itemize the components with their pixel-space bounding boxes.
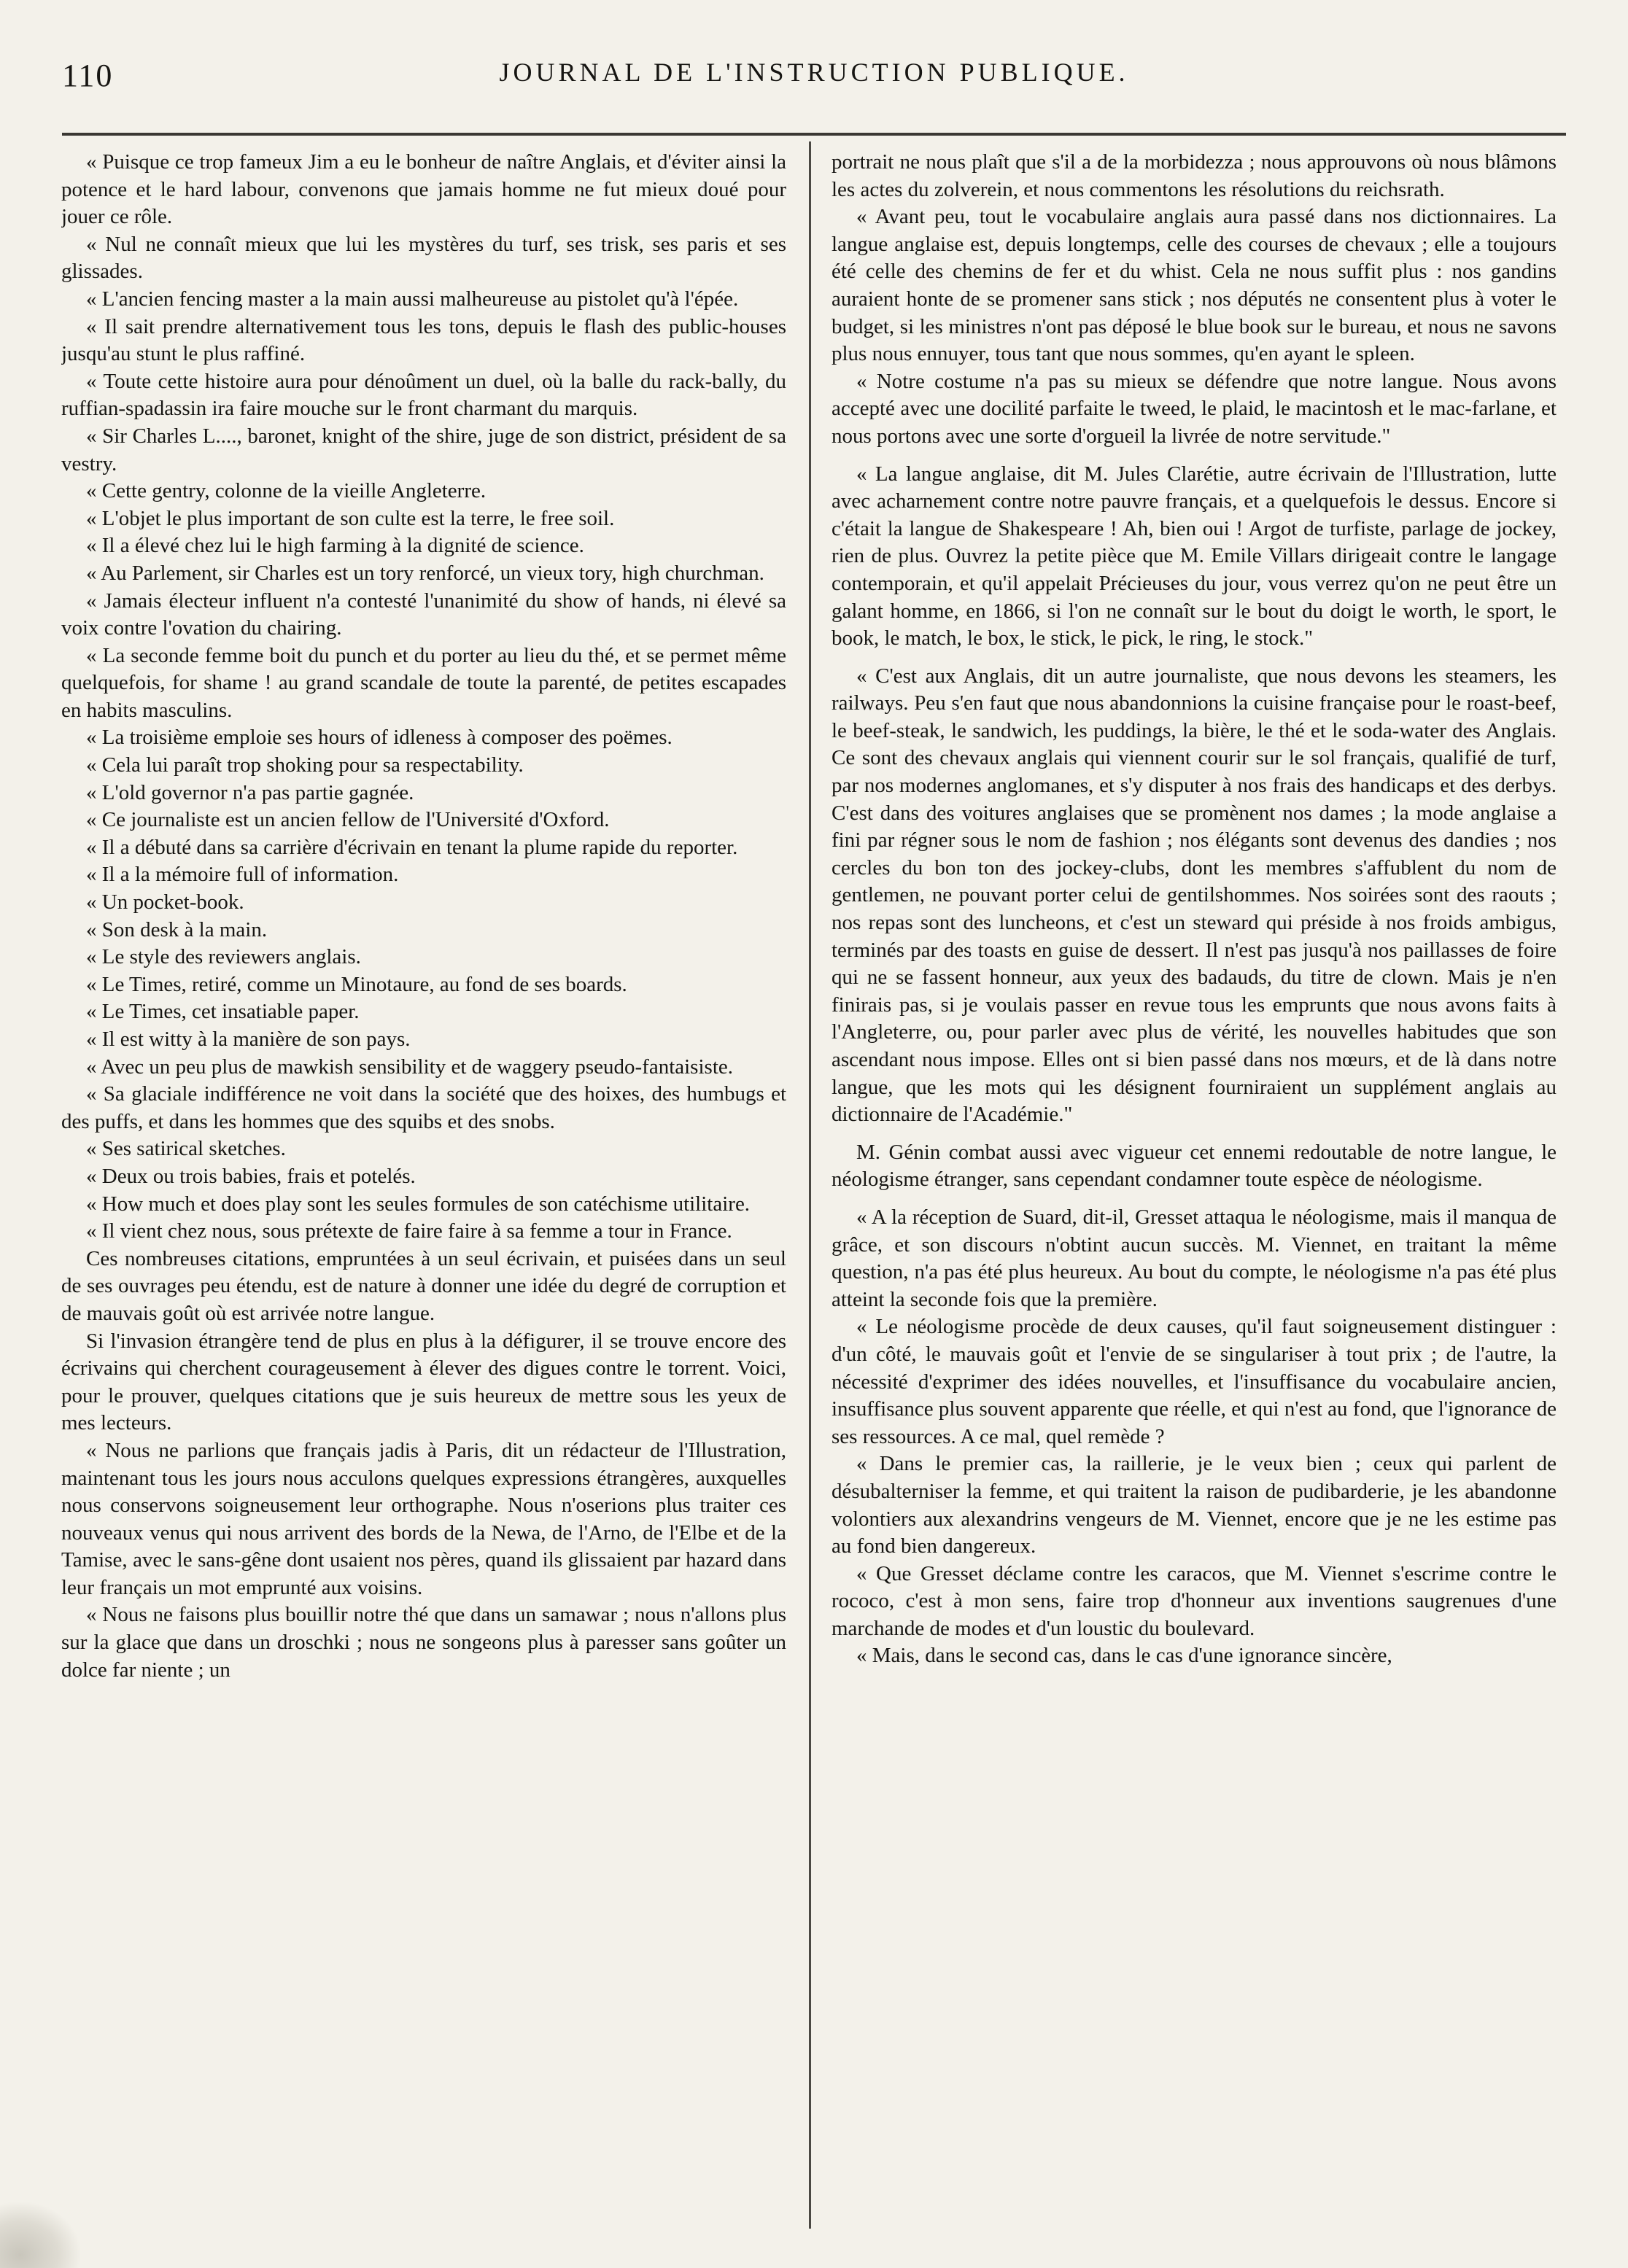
paragraph: « Jamais électeur influent n'a contesté l'unanimité du show of hands, ni élevé sa voix contre l'ovation du chairing. — [61, 589, 786, 640]
paragraph: « How much et does play sont les seules formules de son catéchisme utilitaire. — [86, 1192, 751, 1216]
paragraph: « Deux ou trois babies, frais et potelés. — [86, 1164, 416, 1188]
paragraph: « Il sait prendre alternativement tous les tons, depuis le flash des public-houses jusqu'au stunt le plus raffiné. — [61, 314, 786, 366]
paragraph: « Le néologisme procède de deux causes, qu'il faut soigneusement distinguer : d'un côté, le mauvais goût et l'envie de se singulariser à tout prix ; de l'autre, la nécessité d'exprimer des idées nouvelles, et l'insuffisance du vocabulaire ancien, insuffisance plus souvent apparente que réelle, et qui n'est au fond, que l'ignorance de ses ressources. A ce mal, quel remède ? — [832, 1315, 1557, 1448]
column-divider — [809, 141, 811, 2229]
paragraph: « Il vient chez nous, sous prétexte de faire faire à sa femme a tour in France. — [86, 1219, 732, 1243]
paragraph: « Au Parlement, sir Charles est un tory renforcé, un vieux tory, high churchman. — [86, 561, 764, 585]
paragraph: « Son desk à la main. — [86, 917, 268, 941]
paragraph: « Il a élevé chez lui le high farming à la dignité de science. — [86, 534, 584, 558]
page-header — [62, 57, 1566, 101]
paragraph: « Le Times, retiré, comme un Minotaure, au fond de ses boards. — [86, 972, 627, 996]
paragraph: « A la réception de Suard, dit-il, Gresset attaqua le néologisme, mais il manqua de grâce, et son discours n'obtint aucun succès. M. Viennet, en traitant la même question, n'a pas été plus heureux. Au bout du compte, le néologisme n'a pas été plus atteint la seconde fois que la première. — [832, 1205, 1557, 1311]
paragraph: « Dans le premier cas, la raillerie, je le veux bien ; ceux qui parlent de désubalterniser la femme, et qui traitent la raison de pudibarderie, je les abandonne volontiers aux alexandrins vengeurs de M. Viennet, encore que je ne les estime pas au fond bien dangereux. — [832, 1452, 1557, 1558]
paragraph: « Sa glaciale indifférence ne voit dans la société que des hoixes, des humbugs et des puffs, et dans les hommes que des squibs et des snobs. — [61, 1082, 786, 1133]
paragraph: « Nous ne parlions que français jadis à Paris, dit un rédacteur de l'Illustration, maintenant tous les jours nous acculons quelques expressions étrangères, auxquelles nous conservons soigneusement leur orthographe. Nous n'oserions plus traiter ces nouveaux venus qui nous arrivent des bords de la Newa, de l'Arno, de l'Elbe et de la Tamise, avec le sans-gêne dont usaient nos pères, quand ils glissaient par hazard dans leur français un mot emprunté aux voisins. — [61, 1438, 786, 1599]
paragraph: « Il est witty à la manière de son pays. — [86, 1028, 411, 1051]
paragraph: M. Génin combat aussi avec vigueur cet ennemi redoutable de notre langue, le néologisme étranger, sans cependant condamner toute espèce de néologisme. — [832, 1140, 1557, 1192]
paragraph: « Il a débuté dans sa carrière d'écrivain en tenant la plume rapide du reporter. — [86, 835, 738, 859]
paragraph: « Nul ne connaît mieux que lui les mystères du turf, ses trisk, ses paris et ses glissades. — [61, 232, 786, 284]
paragraph: « L'old governor n'a pas partie gagnée. — [86, 780, 414, 804]
paragraph: Ces nombreuses citations, empruntées à un seul écrivain, et puisées dans un seul de ses ouvrages peu étendu, est de nature à donner une idée du degré de corruption et de mauvais goût où est arrivée notre langue. — [61, 1246, 786, 1325]
paragraph: « Sir Charles L...., baronet, knight of the shire, juge de son district, président de sa vestry. — [61, 424, 786, 475]
paragraph: « La troisième emploie ses hours of idleness à composer des poëmes. — [86, 726, 672, 750]
paragraph: « C'est aux Anglais, dit un autre journaliste, que nous devons les steamers, les railways. Peu s'en faut que nous abandonnions la cuisine française pour le roast-beef, le beef-steak, le sandwich, les puddings, la bière, le thé et le soda-water des Anglais. Ce sont des chevaux anglais qui viennent courir sur le sol français, qualifié de turf, par nos modernes anglomanes, et s'y disputer à nos frais des handicaps et des derbys. C'est dans des voitures anglaises que se promènent nos dames ; la mode anglaise a fini par régner sous le nom de fashion ; nos élégants sont devenus des dandies ; nos cercles du bon ton des jockey-clubs, dont les membres s'affublent du nom de gentlemen, ne pouvant porter celui de gentilshommes. Nos soirées sont des raouts ; nos repas sont des luncheons, et c'est un steward qui préside à nos froids ambigus, terminés par des toasts en guise de dessert. Il n'est pas jusqu'à nos paillasses de foire qui ne se fassent honneur, aux yeux des badauds, du titre de clown. Mais je n'en finirais pas, si je voulais passer en revue tous les emprunts que nous avons faits à l'Angleterre, ou, pour parler avec plus de vérité, les nouvelles habitudes que son ascendant nous impose. Elles ont si bien passé dans nos mœurs, et de là dans notre langue, que les mots qui les désignent fourniraient un supplément anglais au dictionnaire de l'Académie." — [832, 664, 1557, 1127]
paragraph: Si l'invasion étrangère tend de plus en plus à la défigurer, il se trouve encore des écrivains qui cherchent courageusement à élever des digues contre le torrent. Voici, pour le prouver, quelques citations que je suis heureux de mettre sous les yeux de mes lecteurs. — [61, 1329, 786, 1435]
paragraph: « Notre costume n'a pas su mieux se défendre que notre langue. Nous avons accepté avec une docilité parfaite le tweed, le plaid, le macintosh et le mac-farlane, et nous portons avec une sorte d'orgueil la livrée de notre servitude." — [832, 369, 1557, 448]
paragraph: « Un pocket-book. — [86, 890, 244, 914]
paragraph: « Cela lui paraît trop shoking pour sa respectability. — [86, 753, 524, 777]
running-title: JOURNAL DE L'INSTRUCTION PUBLIQUE. — [499, 58, 1129, 87]
paragraph: « Le style des reviewers anglais. — [86, 945, 361, 969]
paragraph: « Il a la mémoire full of information. — [86, 863, 399, 887]
paragraph: « Mais, dans le second cas, dans le cas d'une ignorance sincère, — [856, 1644, 1392, 1668]
paragraph: « Que Gresset déclame contre les caracos, que M. Viennet s'escrime contre le rococo, c'est à mon sens, faire trop d'honneur aux inventions saugrenues d'une marchande de modes et d'un loustic du boulevard. — [832, 1561, 1557, 1640]
paragraph: « Ce journaliste est un ancien fellow de l'Université d'Oxford. — [86, 808, 610, 832]
paragraph: « Puisque ce trop fameux Jim a eu le bonheur de naître Anglais, et d'éviter ainsi la potence et le hard labour, convenons que jamais homme ne fut mieux doué pour jouer ce rôle. — [61, 150, 786, 229]
paragraph: « La seconde femme boit du punch et du porter au lieu du thé, et se permet même quelquefois, for shame ! au grand scandale de toute la parenté, de petites escapades en habits masculins. — [61, 643, 786, 722]
right-column — [832, 149, 1557, 2234]
paragraph: « L'objet le plus important de son culte est la terre, le free soil. — [86, 506, 615, 530]
paragraph: « Cette gentry, colonne de la vieille Angleterre. — [86, 479, 487, 503]
paragraph: « La langue anglaise, dit M. Jules Clarétie, autre écrivain de l'Illustration, lutte avec acharnement contre notre pauvre français, et a quelquefois le dessus. Encore si c'était la langue de Shakespeare ! Ah, bien oui ! Argot de turfiste, parlage de jockey, rien de plus. Ouvrez la petite pièce que M. Emile Villars dirigeait contre le langage contemporain, et qu'il appelait Précieuses du jour, vous verrez qu'on ne peut être un galant homme, en 1866, si l'on ne connaît sur le bout du doigt le worth, le sport, le book, le match, le box, le stick, le pick, le ring, le stock." — [832, 462, 1557, 651]
paragraph: « Nous ne faisons plus bouillir notre thé que dans un samawar ; nous n'allons plus sur la glace que dans un droschki ; nous ne songeons plus à paresser sans goûter un dolce far niente ; un — [61, 1603, 786, 1682]
paragraph: « Avant peu, tout le vocabulaire anglais aura passé dans nos dictionnaires. La langue anglaise est, depuis longtemps, celle des courses de chevaux ; elle a toujours été celle des chemins de fer et du whist. Cela ne nous suffit plus : nos gandins auraient honte de se promener sans stick ; nos députés ne consentent plus à voter le budget, si les ministres n'ont pas déposé le blue book sur le bureau, et nous ne savons plus nous ennuyer, tous tant que nous sommes, qu'en ayant le spleen. — [832, 205, 1557, 366]
header-rule — [62, 133, 1566, 136]
left-column — [61, 149, 786, 2234]
paragraph: portrait ne nous plaît que s'il a de la morbidezza ; nous approuvons où nous blâmons les actes du zolverein, et nous commentons les résolutions du reichsrath. — [832, 150, 1557, 201]
paragraph: « Ses satirical sketches. — [86, 1137, 286, 1161]
paragraph: « L'ancien fencing master a la main aussi malheureuse au pistolet qu'à l'épée. — [86, 287, 739, 311]
paragraph: « Avec un peu plus de mawkish sensibility et de waggery pseudo-fantaisiste. — [86, 1055, 733, 1079]
paragraph: « Toute cette histoire aura pour dénoûment un duel, où la balle du rack-bally, du ruffian-spadassin ira faire mouche sur le front charmant du marquis. — [61, 369, 786, 421]
paper-stain — [0, 2202, 80, 2268]
paragraph: « Le Times, cet insatiable paper. — [86, 1000, 360, 1024]
page-number: 110 — [62, 58, 114, 93]
